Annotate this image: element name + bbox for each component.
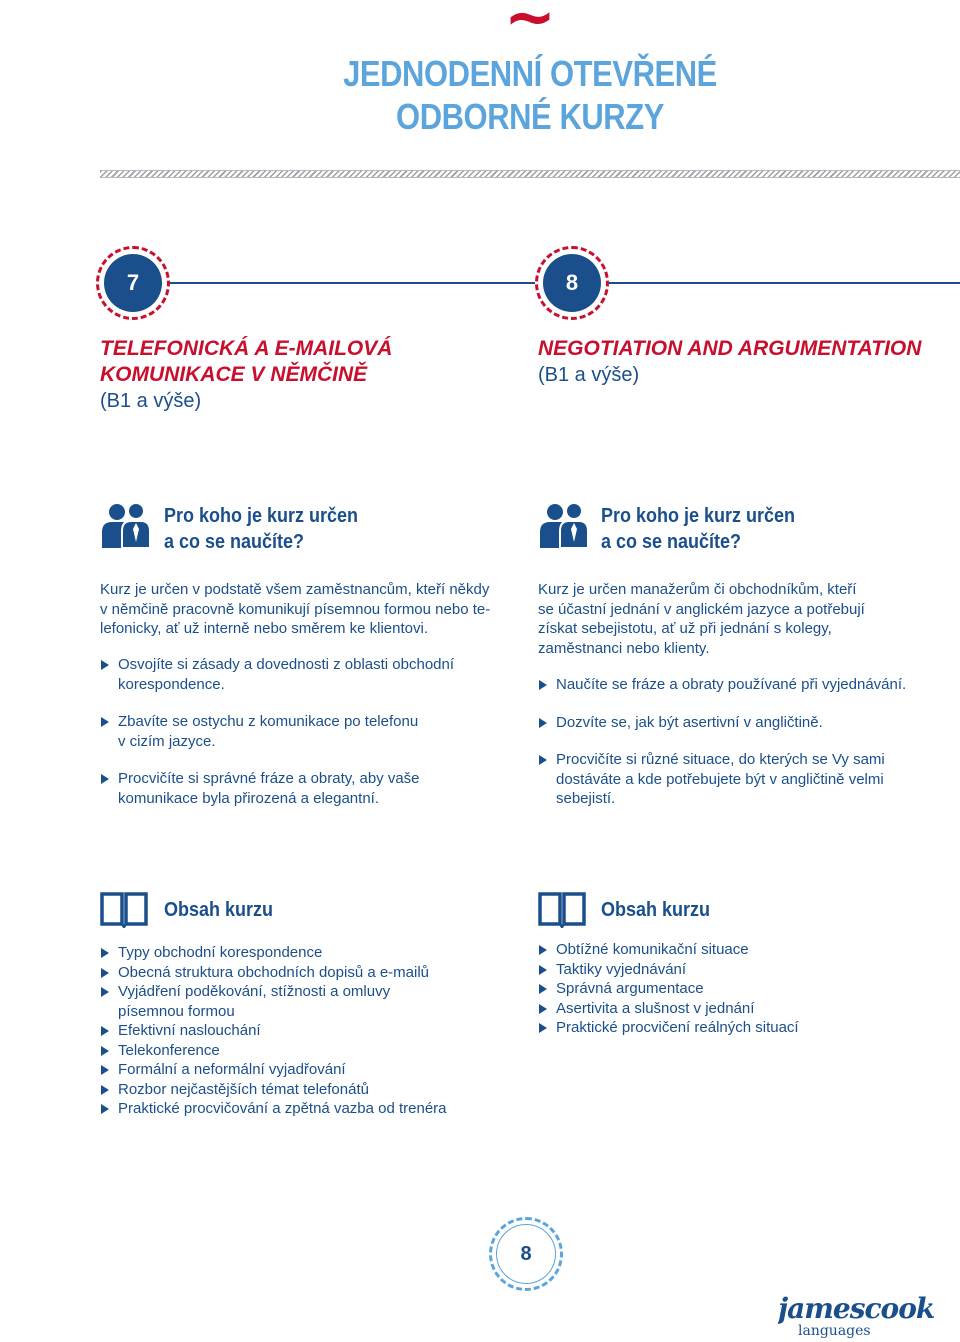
audience-heading-line-1: Pro koho je kurz určen xyxy=(601,505,796,527)
list-item-line: Rozbor nejčastějších témat telefonátů xyxy=(118,1080,369,1098)
audience-heading xyxy=(164,503,380,555)
book-icon xyxy=(538,890,586,928)
course-header-8 xyxy=(538,336,958,388)
page-number-badge xyxy=(489,1217,563,1291)
list-item xyxy=(100,1060,530,1080)
intro-line: Kurz je určen v podstatě všem zaměstnancům, kteří někdy xyxy=(100,581,490,598)
benefits-list xyxy=(538,675,958,827)
intro-line: Kurz je určen manažerům či obchodníkům, kteří xyxy=(538,581,857,598)
list-item-line: Asertivita a slušnost v jednání xyxy=(556,999,755,1017)
intro-line: se účastní jednání v anglickém jazyce a potřebují xyxy=(538,600,865,618)
list-item-line: Osvojíte si zásady a dovednosti z oblasti obchodní xyxy=(118,656,455,673)
list-item xyxy=(538,1018,958,1038)
jamescook-logo xyxy=(778,1290,960,1338)
intro-line: v němčině pracovně komunikují písemnou formou nebo te- xyxy=(100,600,491,618)
list-item xyxy=(100,943,530,963)
list-item xyxy=(538,675,958,695)
list-item-line: Efektivní naslouchání xyxy=(118,1022,261,1039)
course-intro xyxy=(100,580,530,639)
course-intro xyxy=(538,580,958,658)
course-number: 7 xyxy=(104,254,162,312)
people-icon xyxy=(100,498,152,550)
rope-divider xyxy=(100,170,960,178)
content-heading: Obsah kurzu xyxy=(164,899,274,921)
list-item xyxy=(100,1041,530,1061)
tilde-ornament: ~ xyxy=(504,0,556,53)
people-icon xyxy=(538,498,590,550)
list-item-line: Procvičíte si různé situace, do kterých se Vy sami xyxy=(556,751,885,768)
list-item-line: Typy obchodní korespondence xyxy=(118,944,323,961)
list-item-line: v cizím jazyce. xyxy=(118,732,216,750)
list-item xyxy=(100,769,530,808)
benefits-list xyxy=(100,655,530,826)
list-item-line: Naučíte se fráze a obraty používané při vyjednávání. xyxy=(556,676,907,693)
course-divider-line xyxy=(100,282,960,284)
list-item xyxy=(538,979,958,999)
page-title xyxy=(332,52,728,138)
list-item xyxy=(538,713,958,733)
list-item xyxy=(100,963,530,983)
course-number-badge-8 xyxy=(535,246,609,320)
list-item xyxy=(100,1021,530,1041)
course-title-line-2: KOMUNIKACE V NĚMČINĚ xyxy=(100,363,368,386)
list-item xyxy=(100,712,530,751)
list-item-line: Dozvíte se, jak být asertivní v angličtině. xyxy=(556,713,823,731)
audience-heading-line-2: a co se naučíte? xyxy=(164,531,305,553)
page-title-line-1: JEDNODENNÍ OTEVŘENÉ xyxy=(343,53,717,94)
page-title-line-2: ODBORNÉ KURZY xyxy=(396,96,664,137)
list-item xyxy=(538,960,958,980)
intro-line: získat sebejistotu, ať už při jednání s kolegy, xyxy=(538,620,832,637)
audience-heading-line-2: a co se naučíte? xyxy=(601,531,742,553)
list-item xyxy=(100,1099,530,1119)
content-list xyxy=(100,943,530,1119)
list-item-line: Taktiky vyjednávání xyxy=(556,960,687,978)
list-item-line: Procvičíte si správné fráze a obraty, aby vaše xyxy=(118,770,420,787)
audience-heading-line-1: Pro koho je kurz určen xyxy=(164,505,359,527)
audience-heading xyxy=(601,503,817,555)
course-header-7 xyxy=(100,336,500,414)
list-item-line: Telekonference xyxy=(118,1041,220,1059)
course-title-line-1: TELEFONICKÁ A E-MAILOVÁ xyxy=(100,337,393,360)
list-item-line: Správná argumentace xyxy=(556,980,704,997)
list-item xyxy=(100,1080,530,1100)
logo-wordmark: jamescook xyxy=(778,1292,935,1325)
list-item xyxy=(100,982,530,1021)
list-item-line: dostáváte a kde potřebujete být v angličtině velmi xyxy=(556,770,884,788)
content-heading: Obsah kurzu xyxy=(601,899,711,921)
intro-line: zaměstnanci nebo klienty. xyxy=(538,639,710,657)
list-item-line: Obecná struktura obchodních dopisů a e-mailů xyxy=(118,963,430,981)
logo-subtitle: languages xyxy=(798,1323,871,1338)
list-item-line: Zbavíte se ostychu z komunikace po telefonu xyxy=(118,713,419,730)
list-item-line: Praktické procvičování a zpětná vazba od trenéra xyxy=(118,1100,447,1117)
page-number: 8 xyxy=(496,1224,556,1284)
content-list xyxy=(538,940,958,1038)
intro-line: lefonicky, ať už interně nebo směrem ke klientovi. xyxy=(100,620,429,637)
list-item-line: komunikace byla přirozená a elegantní. xyxy=(118,789,379,807)
list-item xyxy=(100,655,530,694)
list-item-line: Vyjádření poděkování, stížnosti a omluvy xyxy=(118,983,391,1000)
list-item-line: Formální a neformální vyjadřování xyxy=(118,1061,346,1078)
list-item xyxy=(538,750,958,809)
list-item xyxy=(538,999,958,1019)
book-icon xyxy=(100,890,148,928)
course-level: (B1 a výše) xyxy=(100,390,202,412)
list-item-line: písemnou formou xyxy=(118,1002,235,1020)
list-item-line: korespondence. xyxy=(118,675,225,693)
list-item-line: Praktické procvičení reálných situací xyxy=(556,1019,799,1036)
course-level: (B1 a výše) xyxy=(538,364,640,386)
list-item xyxy=(538,940,958,960)
list-item-line: Obtížné komunikační situace xyxy=(556,941,749,958)
list-item-line: sebejistí. xyxy=(556,790,616,807)
course-number-badge-7 xyxy=(96,246,170,320)
course-number: 8 xyxy=(543,254,601,312)
course-title-line-1: NEGOTIATION AND ARGUMENTATION xyxy=(538,337,922,360)
